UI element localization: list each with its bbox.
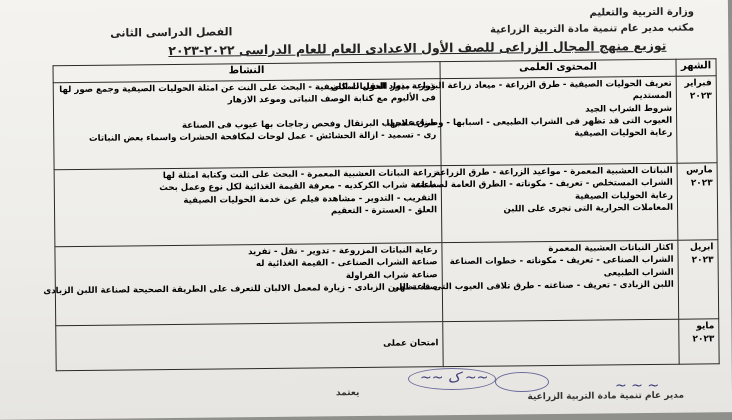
activity-line: صناعة اللبن الزبادى - زيارة لمعمل الالبان للتعرف على الطريقة الصحيحة لصناعة اللبن الزبادى [43, 282, 438, 297]
document-title: توزيع منهج المجال الزراعى للصف الأول الاعدادى العام للعام الدراسى ٢٠٢٢-٢٠٢٣ [168, 37, 667, 59]
activity-line: رعاية النباتات المزروعة - تدوير - نقل - تفريد [248, 245, 438, 258]
content-line: رعاية الحوليات الصيفية [574, 127, 673, 139]
office-name: مكتب مدير عام تنمية مادة التربية الزراعية [490, 22, 695, 36]
month-name: فبراير [684, 78, 712, 89]
month-name: ابريل [689, 242, 714, 253]
content-line: المستديم [632, 91, 672, 102]
approve-label: يعتمد [335, 388, 360, 399]
activity-line: التقريب - التدوير - مشاهدة فيلم عن خدمة الحوليات الصيفية [183, 192, 437, 206]
content-cell [443, 319, 679, 366]
activity-line: صناعة شراب الكركديه - معرفة القيمة الغذائية لكل نوع وعمل بحث [159, 180, 437, 194]
activity-line: زراعة بذور الحوليات الصيفية - البحث على النت عن امثلة الحوليات الصيفية وجمع صور لها [59, 81, 436, 96]
activity-cell [53, 79, 441, 170]
content-line: المعاملات الحرارية التى تجرى على اللبن [503, 202, 674, 215]
month-year: ٢٠٢٣ [692, 334, 715, 345]
activity-line: العلق - العسترة - التعقيم [330, 205, 438, 217]
activity-line: فى الألبوم مع كتابة الوصف النباتى وموعد الازهار [227, 93, 436, 106]
table-row [53, 76, 717, 170]
activity-line: صناعة الشراب الصناعى - القيمة الغذائية له [255, 257, 438, 270]
table-row [55, 240, 719, 326]
handwritten-signature: ~ ~ ~ [615, 378, 660, 394]
month-year: ٢٠٢٣ [689, 91, 712, 102]
month-cell [677, 163, 718, 240]
activity-cell [43, 243, 443, 326]
activity-line: صناعة شراب البرتقال وفحص زجاجات بها عيوب فى الصناعة [181, 118, 437, 131]
content-cell [414, 163, 678, 242]
activity-line: امتحان عملى [383, 338, 439, 349]
content-cell [394, 240, 679, 321]
table-row [56, 319, 719, 371]
month-cell [678, 240, 719, 319]
content-line: تعريف الحوليات الصيفية - طرق الزراعة - ميعاد زراعة البذور - ميعاد النقل للمكان [331, 78, 672, 93]
content-line: العيوب التى قد تظهر فى الشراب الطبيعى - اسبابها - وطرق علاجها [386, 115, 673, 129]
table-row [54, 163, 718, 247]
activity-line: صناعة شراب الفراولة [345, 269, 438, 281]
content-line: الشراب المستخلص - تعريف - مكوناته - الطرق العامة لصناعته [414, 178, 673, 191]
handwritten-signature: ~~ ک ~~ [420, 370, 489, 386]
header-content: المحتوى العلمى [440, 59, 676, 78]
content-line: النباتات العشبية المعمرة - مواعيد الزراعة - طرق الزراعة [434, 165, 673, 179]
content-line: رعاية الحوليات الصيفية [574, 190, 673, 202]
content-line: اللبن الزبادى - تعريف - صناعته - طرق تلافى العيوب التى قد تظهر [394, 279, 674, 293]
month-year: ٢٠٢٣ [690, 178, 713, 189]
content-line: الشراب الطبيعى [603, 267, 674, 279]
header-activity: النشاط [53, 62, 440, 83]
signature-stamp [495, 372, 549, 392]
content-line: اكثار النباتات العشبية المعمرة [548, 242, 674, 255]
month-name: مايو [696, 321, 715, 332]
director-label: مدير عام تنمية مادة التربية الزراعية [527, 390, 685, 403]
header-month: الشهر [676, 59, 716, 76]
content-line: شروط الشراب الجيد [585, 103, 673, 115]
term-label: الفصل الدراسى الثانى [110, 25, 233, 40]
content-line: الشراب الصناعى - تعريف - مكوناته - خطوات الصناعة [449, 255, 674, 268]
activity-cell [54, 166, 442, 247]
activity-line: رى - تسميد - ازالة الحشائش - عمل لوحات لمكافحة الحشرات واسماء بعض النباتات [88, 130, 437, 145]
month-name: مارس [686, 165, 713, 176]
month-year: ٢٠٢٣ [691, 255, 714, 266]
ministry-name: وزارة التربية والتعليم [589, 6, 695, 19]
activity-line: زراعة النباتات العشبية المعمرة - البحث على النت وكتابة امثلة لها [162, 168, 437, 182]
activity-cell [56, 322, 443, 371]
curriculum-table [43, 58, 720, 371]
month-cell [679, 319, 719, 364]
month-cell [676, 76, 717, 163]
